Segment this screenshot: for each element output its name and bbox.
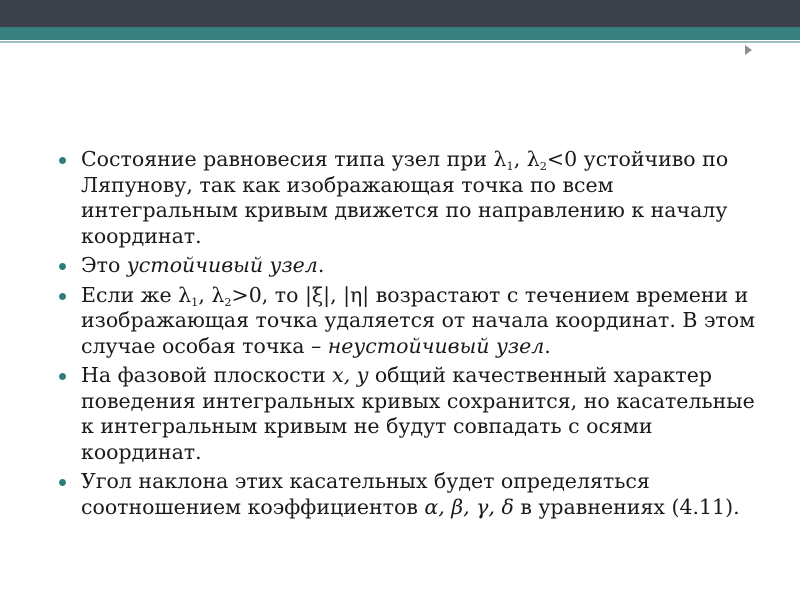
bullet-text: <0 устойчиво по Ляпунову, так как изображающая точка по всем интегральным кривым движется по направлению к началу координат. <box>81 147 729 248</box>
bullet-item-stable-node <box>57 253 757 279</box>
bullet-item-tangent-angle <box>57 469 757 520</box>
italic-term: неустойчивый узел <box>327 333 545 358</box>
subscript: 1 <box>506 159 514 173</box>
bullet-text: . <box>544 333 551 358</box>
teal-accent-band <box>0 27 800 40</box>
bullet-text: в уравнениях (4.11). <box>513 494 740 519</box>
bullet-dot-icon <box>59 479 66 486</box>
bullet-text: >0, то |ξ|, |η| возрастают с течением времени и изображающая точка удаляется от начала координат. В этом случае особая точка – <box>81 282 756 358</box>
bullet-dot-icon <box>59 263 66 270</box>
bullet-text: Если же λ <box>81 282 192 307</box>
bullet-dot-icon <box>59 293 66 300</box>
bullet-text: общий качественный характер поведения интегральных кривых сохранится, но касательные к интегральным кривым не будут совпадать с осями координат. <box>81 363 755 464</box>
bullet-item-unstable-node <box>57 283 757 360</box>
subscript: 2 <box>539 159 547 173</box>
bullet-item-stable-node-condition <box>57 147 757 249</box>
italic-term: α, β, γ, δ <box>424 494 514 519</box>
bullet-dot-icon <box>59 373 66 380</box>
top-header-band <box>0 0 800 27</box>
bullet-text: Это <box>81 253 127 277</box>
bullet-list <box>57 147 757 520</box>
bullet-text: , λ <box>513 147 540 171</box>
bullet-dot-icon <box>59 157 66 164</box>
bullet-text: . <box>317 253 325 277</box>
bullet-item-phase-plane <box>57 363 757 465</box>
bullet-text: , λ <box>198 282 225 307</box>
bullet-text: На фазовой плоскости <box>81 363 333 387</box>
italic-term: x, y <box>332 363 369 387</box>
italic-term: устойчивый узел <box>126 253 318 277</box>
subscript: 1 <box>191 295 199 309</box>
subscript: 2 <box>224 295 232 309</box>
accent-divider-line <box>0 41 800 43</box>
triangle-marker-icon <box>745 45 752 55</box>
bullet-text: Состояние равновесия типа узел при λ <box>81 147 507 171</box>
slide-body <box>57 147 757 524</box>
bullet-text: Угол наклона этих касательных будет определяться соотношением коэффициентов <box>81 469 650 519</box>
